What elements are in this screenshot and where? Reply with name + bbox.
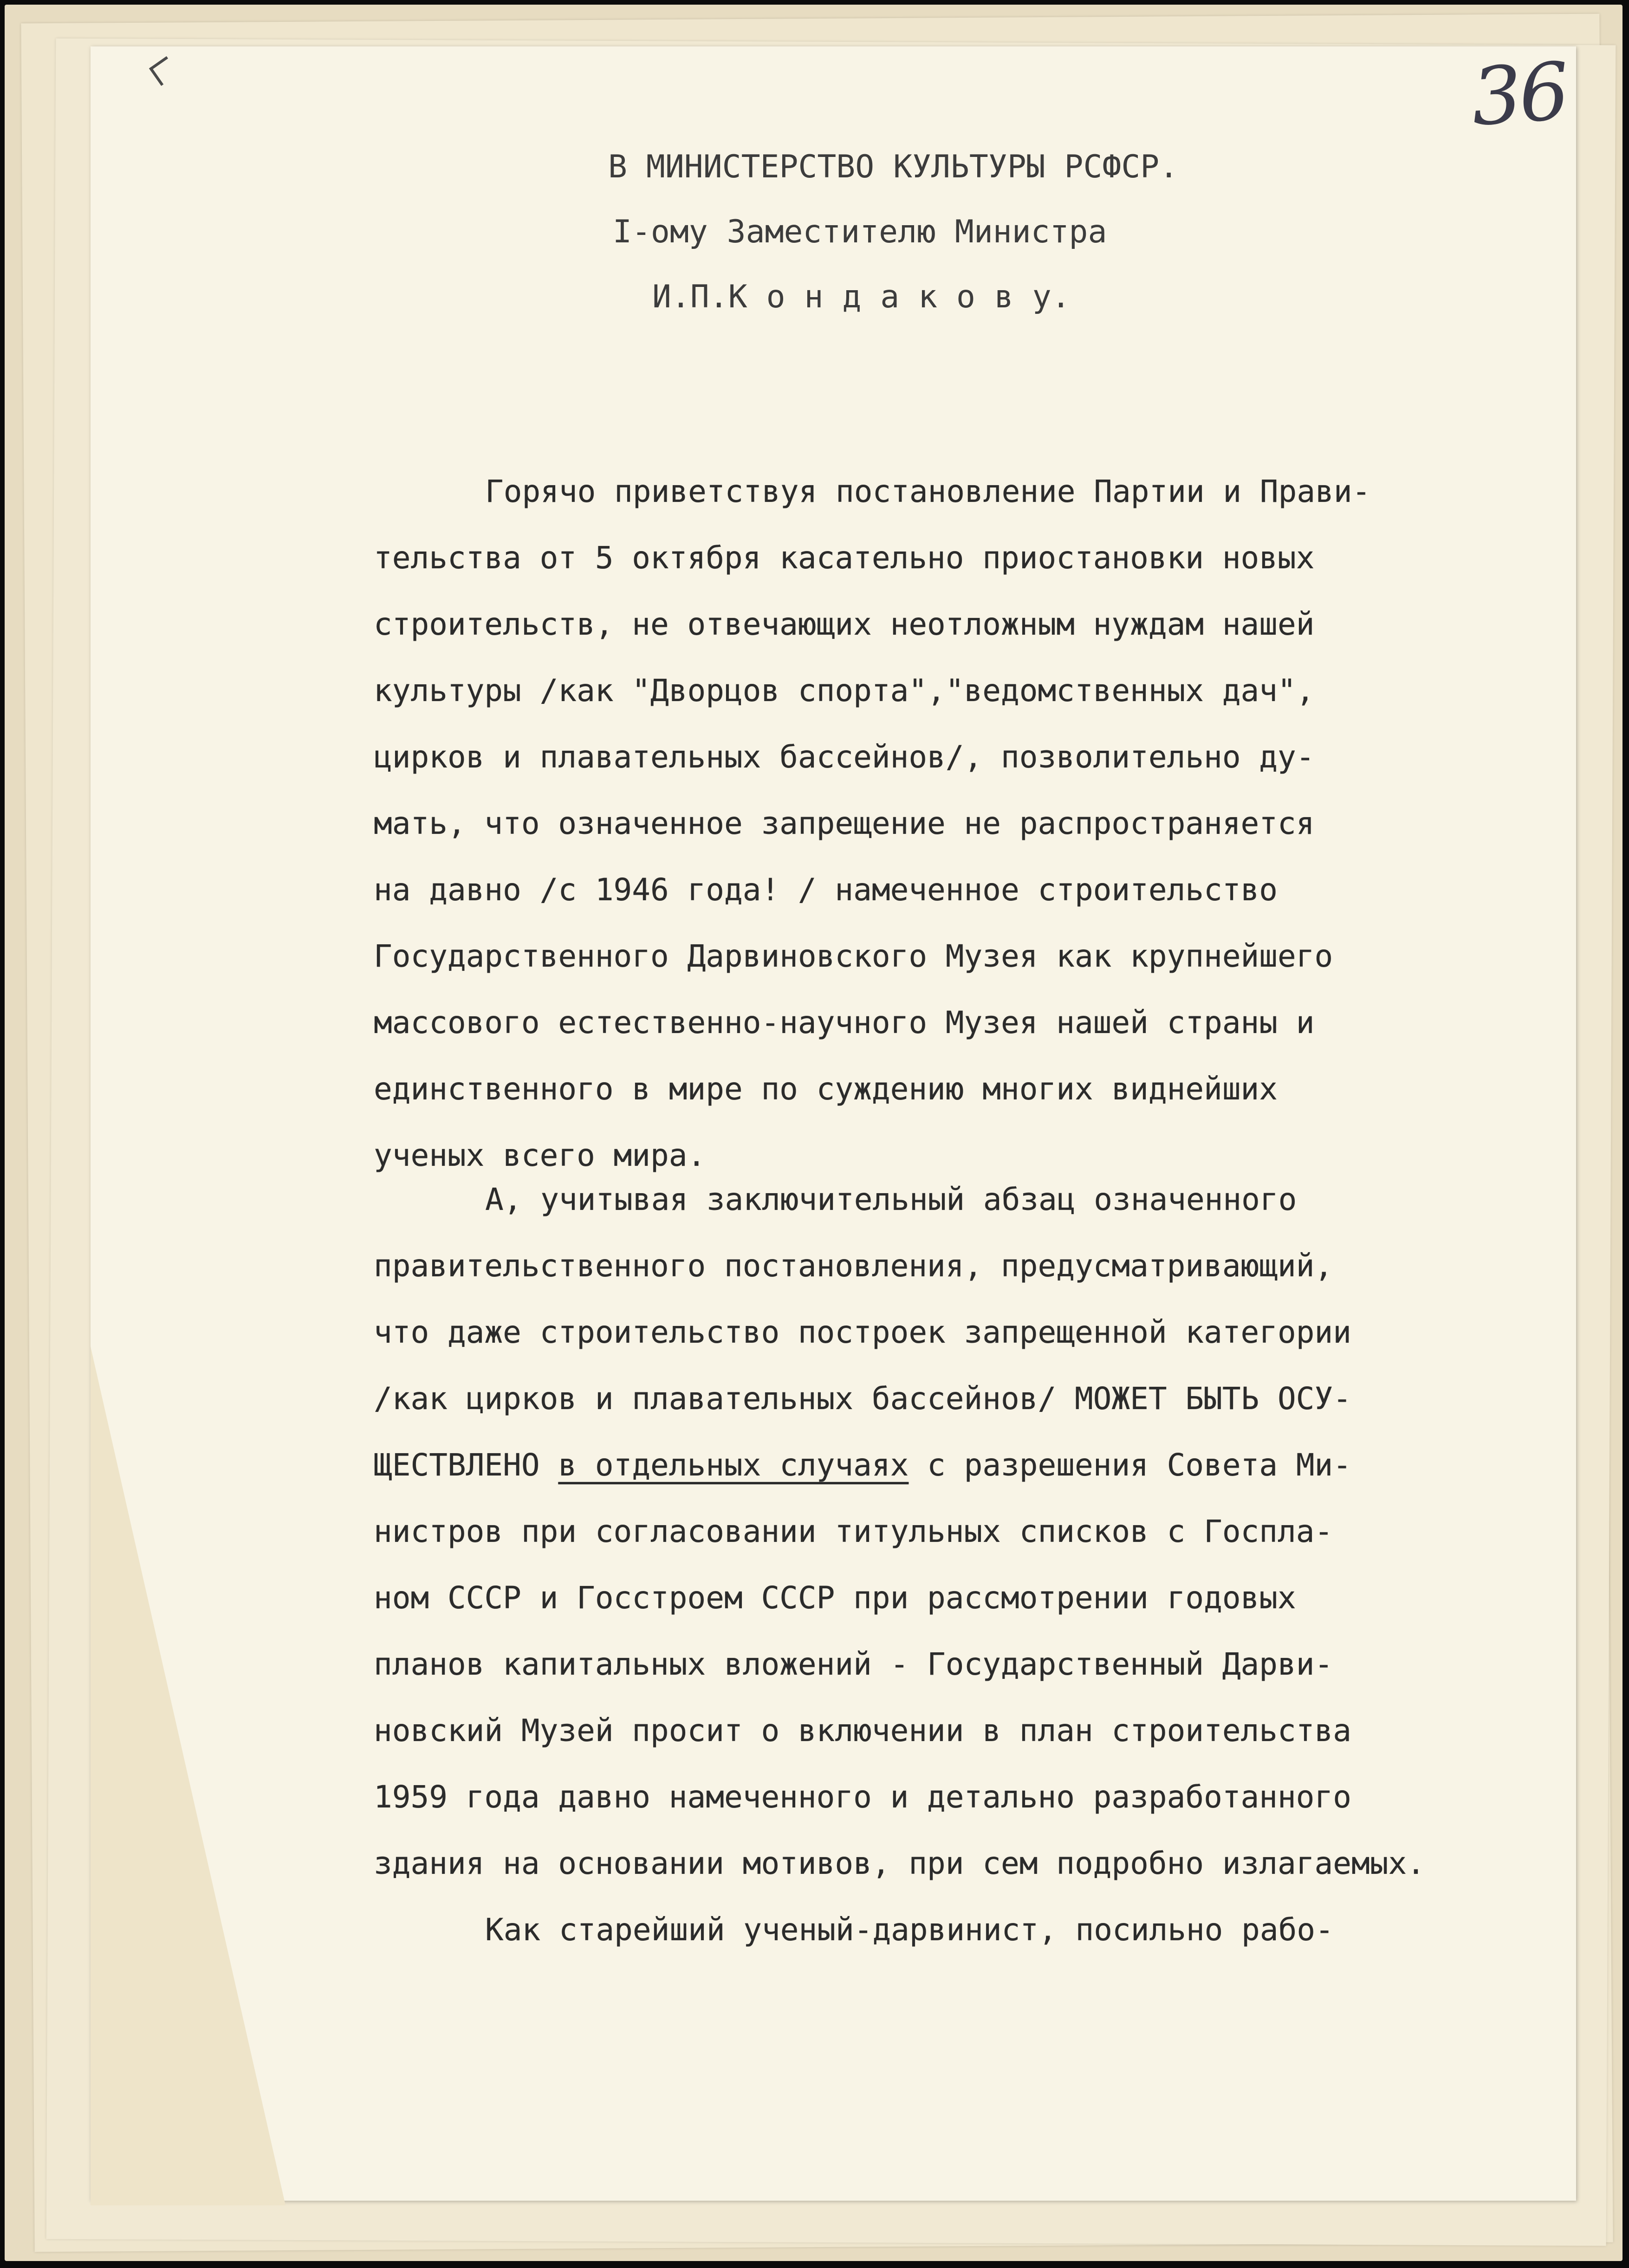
body-line: здания на основании мотивов, при сем подробно излагаемых. (374, 1846, 1425, 1881)
body-line: планов капитальных вложений - Государственный Дарви- (374, 1646, 1333, 1682)
body-line: мать, что означенное запрещение не распространяется (374, 806, 1315, 841)
body-line (374, 1447, 1351, 1483)
body-line: массового естественно-научного Музея нашей страны и (374, 1005, 1315, 1040)
body-segment: ЩЕСТВЛЕНО (374, 1447, 540, 1483)
address-line: И.П.К о н д а к о в у. (652, 279, 1071, 315)
body-line: Горячо приветствуя постановление Партии и Прави- (485, 474, 1371, 509)
body-segment: с разрешения Совета Ми- (927, 1447, 1352, 1483)
body-line: культуры /как "Дворцов спорта","ведомственных дач", (374, 673, 1315, 708)
body-line: новский Музей просит о включении в план строительства (374, 1713, 1351, 1748)
address-line: I-ому Заместителю Министра (613, 214, 1107, 250)
body-line: Государственного Дарвиновского Музея как крупнейшего (374, 938, 1333, 974)
body-line: Как старейший ученый-дарвинист, посильно рабо- (485, 1912, 1334, 1948)
body-line: 1959 года давно намеченного и детально разработанного (374, 1779, 1351, 1815)
body-line: цирков и плавательных бассейнов/, позволительно ду- (374, 739, 1315, 775)
address-line: В МИНИСТЕРСТВО КУЛЬТУРЫ РСФСР. (608, 149, 1179, 185)
body-line: ученых всего мира. (374, 1137, 706, 1173)
body-line: А, учитывая заключительный абзац означенного (485, 1182, 1297, 1217)
body-line: тельства от 5 октября касательно приостановки новых (374, 540, 1315, 576)
body-line: ном СССР и Госстроем СССР при рассмотрении годовых (374, 1580, 1296, 1616)
body-line: строительств, не отвечающих неотложным нуждам нашей (374, 606, 1315, 642)
underlined-phrase: в отдельных случаях (558, 1447, 909, 1483)
folio-number: 36 (1468, 45, 1570, 144)
body-line: правительственного постановления, предусматривающий, (374, 1248, 1333, 1284)
body-line: единственного в мире по суждению многих виднейших (374, 1071, 1278, 1107)
body-line: что даже строительство построек запрещенной категории (374, 1314, 1351, 1350)
body-line: /как цирков и плавательных бассейнов/ МОЖЕТ БЫТЬ ОСУ- (374, 1381, 1351, 1417)
body-line: на давно /с 1946 года! / намеченное строительство (374, 872, 1278, 908)
body-line: нистров при согласовании титульных списков с Госпла- (374, 1514, 1333, 1549)
folded-corner (91, 1346, 286, 2205)
